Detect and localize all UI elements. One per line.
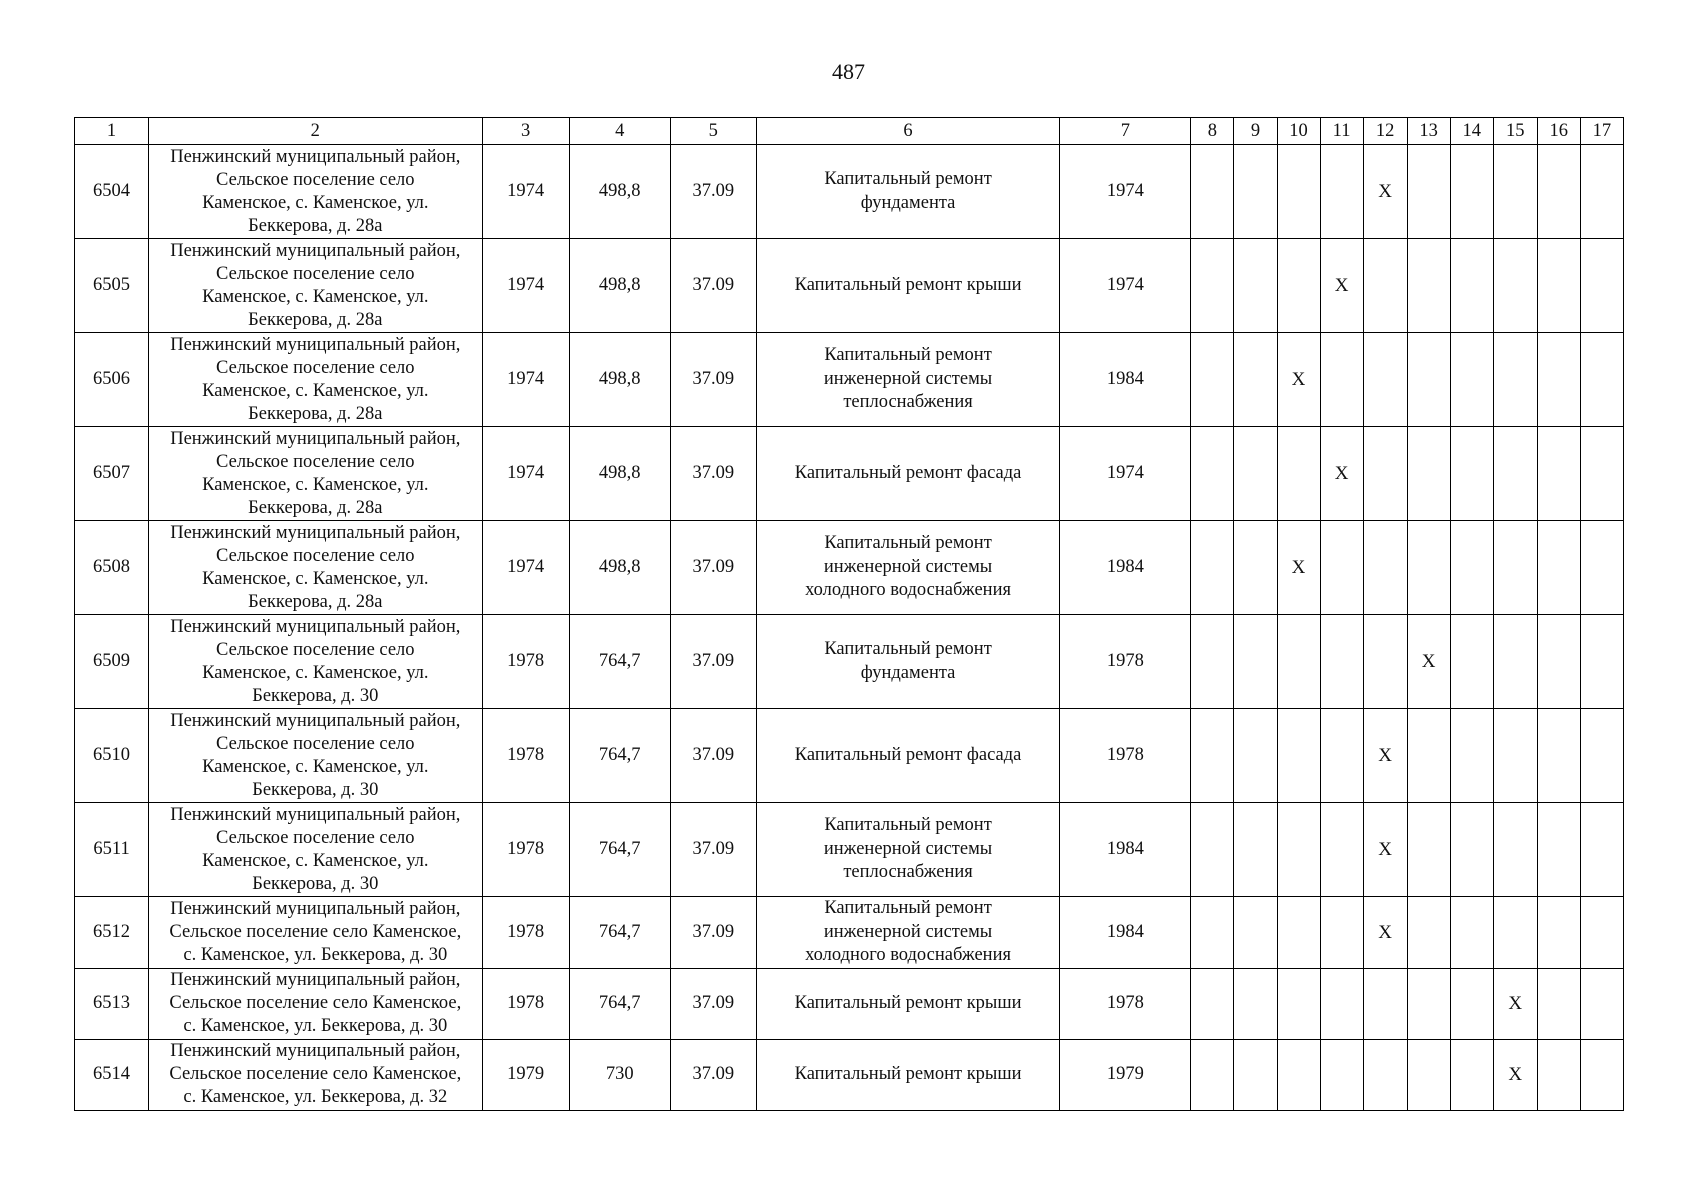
- work-type-cell: [756, 521, 1059, 615]
- empty-cell: [1277, 239, 1320, 333]
- code-cell: 37.09: [670, 521, 756, 615]
- area-cell: 764,7: [569, 897, 670, 969]
- column-header: 4: [569, 118, 670, 145]
- column-header: 14: [1450, 118, 1493, 145]
- empty-cell: [1450, 521, 1493, 615]
- year-built-cell: 1974: [482, 521, 569, 615]
- work-type-line: холодного водоснабжения: [805, 580, 1011, 601]
- year-cell: 1978: [1060, 615, 1191, 709]
- work-type-cell: [756, 803, 1059, 897]
- address-line: Беккерова, д. 28а: [248, 591, 383, 612]
- empty-cell: [1450, 333, 1493, 427]
- empty-cell: [1537, 333, 1580, 427]
- address-line: с. Каменское, ул. Беккерова, д. 30: [183, 1016, 448, 1036]
- table-row: [75, 897, 1624, 969]
- empty-cell: [1234, 239, 1277, 333]
- row-number-cell: 6507: [75, 427, 149, 521]
- area-cell: 764,7: [569, 968, 670, 1039]
- empty-cell: [1407, 333, 1450, 427]
- empty-cell: [1320, 803, 1363, 897]
- empty-cell: [1450, 239, 1493, 333]
- column-number-row: [75, 118, 1624, 145]
- empty-cell: [1580, 615, 1623, 709]
- column-header: 3: [482, 118, 569, 145]
- address-line: Пенжинский муниципальный район,: [170, 898, 461, 919]
- column-header: 8: [1191, 118, 1234, 145]
- address-cell: [149, 709, 482, 803]
- code-cell: 37.09: [670, 1039, 756, 1110]
- empty-cell: [1580, 803, 1623, 897]
- column-header: 2: [149, 118, 482, 145]
- empty-cell: [1320, 615, 1363, 709]
- year-built-cell: 1978: [482, 709, 569, 803]
- empty-cell: [1580, 897, 1623, 969]
- work-type-line: Капитальный ремонт: [824, 639, 992, 659]
- empty-cell: [1580, 1039, 1623, 1110]
- mark-cell: X: [1363, 709, 1407, 803]
- work-type-line: Капитальный ремонт: [824, 533, 992, 554]
- empty-cell: [1537, 803, 1580, 897]
- year-built-cell: 1978: [482, 968, 569, 1039]
- empty-cell: [1580, 239, 1623, 333]
- address-line: Сельское поселение село: [216, 263, 415, 284]
- table-row: [75, 427, 1624, 521]
- mark-cell: X: [1363, 145, 1407, 239]
- mark-cell: X: [1320, 239, 1363, 333]
- empty-cell: [1580, 333, 1623, 427]
- empty-cell: [1537, 1039, 1580, 1110]
- work-type-line: инженерной системы: [823, 368, 993, 389]
- column-header: 1: [75, 118, 149, 145]
- address-line: Каменское, с. Каменское, ул.: [202, 568, 429, 589]
- year-cell: 1984: [1060, 333, 1191, 427]
- empty-cell: [1580, 709, 1623, 803]
- area-cell: 498,8: [569, 145, 670, 239]
- empty-cell: [1407, 145, 1450, 239]
- year-cell: 1978: [1060, 968, 1191, 1039]
- area-cell: 498,8: [569, 239, 670, 333]
- address-line: Каменское, с. Каменское, ул.: [202, 474, 429, 495]
- work-type-line: фундамента: [860, 662, 956, 683]
- empty-cell: [1234, 803, 1277, 897]
- empty-cell: [1450, 709, 1493, 803]
- address-line: Сельское поселение село: [216, 451, 415, 472]
- code-cell: 37.09: [670, 427, 756, 521]
- address-line: с. Каменское, ул. Беккерова, д. 30: [183, 944, 448, 965]
- empty-cell: [1191, 615, 1234, 709]
- address-cell: [149, 145, 482, 239]
- work-type-line: Капитальный ремонт фасада: [794, 462, 1022, 483]
- address-line: Сельское поселение село Каменское,: [169, 993, 462, 1013]
- empty-cell: [1234, 615, 1277, 709]
- address-line: Беккерова, д. 28а: [248, 403, 383, 424]
- empty-cell: [1580, 521, 1623, 615]
- empty-cell: [1363, 521, 1407, 615]
- area-cell: 498,8: [569, 427, 670, 521]
- address-cell: [149, 239, 482, 333]
- row-number-cell: 6511: [75, 803, 149, 897]
- address-line: Беккерова, д. 30: [252, 685, 379, 706]
- empty-cell: [1407, 968, 1450, 1039]
- table-row: [75, 239, 1624, 333]
- table-row: [75, 333, 1624, 427]
- empty-cell: [1191, 333, 1234, 427]
- table-row: [75, 521, 1624, 615]
- empty-cell: [1493, 239, 1537, 333]
- empty-cell: [1537, 897, 1580, 969]
- empty-cell: [1277, 897, 1320, 969]
- empty-cell: [1234, 709, 1277, 803]
- empty-cell: [1234, 333, 1277, 427]
- address-line: Пенжинский муниципальный район,: [170, 522, 461, 543]
- empty-cell: [1537, 709, 1580, 803]
- work-type-line: инженерной системы: [823, 838, 993, 859]
- empty-cell: [1234, 427, 1277, 521]
- empty-cell: [1580, 145, 1623, 239]
- empty-cell: [1363, 427, 1407, 521]
- mark-cell: X: [1277, 333, 1320, 427]
- year-built-cell: 1978: [482, 897, 569, 969]
- work-type-line: инженерной системы: [823, 921, 993, 942]
- work-type-line: Капитальный ремонт крыши: [794, 992, 1022, 1013]
- column-header: 6: [756, 118, 1059, 145]
- empty-cell: [1320, 333, 1363, 427]
- empty-cell: [1407, 803, 1450, 897]
- empty-cell: [1407, 897, 1450, 969]
- mark-cell: X: [1407, 615, 1450, 709]
- table-row: [75, 1039, 1624, 1110]
- address-line: Каменское, с. Каменское, ул.: [202, 850, 429, 871]
- empty-cell: [1234, 1039, 1277, 1110]
- address-line: Сельское поселение село: [216, 545, 415, 566]
- address-line: Пенжинский муниципальный район,: [170, 710, 461, 731]
- code-cell: 37.09: [670, 968, 756, 1039]
- area-cell: 498,8: [569, 333, 670, 427]
- column-header: 10: [1277, 118, 1320, 145]
- empty-cell: [1537, 427, 1580, 521]
- address-line: Каменское, с. Каменское, ул.: [202, 380, 429, 401]
- work-type-line: холодного водоснабжения: [805, 945, 1011, 965]
- address-line: Беккерова, д. 28а: [248, 309, 383, 330]
- address-cell: [149, 333, 482, 427]
- year-built-cell: 1978: [482, 803, 569, 897]
- area-cell: 764,7: [569, 709, 670, 803]
- column-header: 11: [1320, 118, 1363, 145]
- empty-cell: [1191, 145, 1234, 239]
- year-built-cell: 1974: [482, 333, 569, 427]
- work-type-cell: [756, 239, 1059, 333]
- empty-cell: [1320, 521, 1363, 615]
- address-cell: [149, 897, 482, 969]
- year-cell: 1974: [1060, 427, 1191, 521]
- table-row: [75, 968, 1624, 1039]
- code-cell: 37.09: [670, 333, 756, 427]
- column-header: 5: [670, 118, 756, 145]
- work-type-cell: [756, 897, 1059, 969]
- year-cell: 1984: [1060, 897, 1191, 969]
- year-cell: 1974: [1060, 145, 1191, 239]
- year-cell: 1978: [1060, 709, 1191, 803]
- empty-cell: [1277, 968, 1320, 1039]
- empty-cell: [1363, 615, 1407, 709]
- address-line: Беккерова, д. 30: [252, 779, 379, 800]
- empty-cell: [1234, 521, 1277, 615]
- empty-cell: [1493, 897, 1537, 969]
- row-number-cell: 6513: [75, 968, 149, 1039]
- empty-cell: [1191, 803, 1234, 897]
- address-cell: [149, 615, 482, 709]
- empty-cell: [1320, 709, 1363, 803]
- year-built-cell: 1978: [482, 615, 569, 709]
- code-cell: 37.09: [670, 897, 756, 969]
- empty-cell: [1493, 427, 1537, 521]
- empty-cell: [1191, 1039, 1234, 1110]
- empty-cell: [1191, 897, 1234, 969]
- year-built-cell: 1974: [482, 427, 569, 521]
- empty-cell: [1407, 709, 1450, 803]
- column-header: 13: [1407, 118, 1450, 145]
- address-line: Каменское, с. Каменское, ул.: [202, 286, 429, 307]
- column-header: 16: [1537, 118, 1580, 145]
- column-header: 15: [1493, 118, 1537, 145]
- row-number-cell: 6510: [75, 709, 149, 803]
- empty-cell: [1580, 427, 1623, 521]
- address-line: Сельское поселение село Каменское,: [169, 1064, 462, 1084]
- empty-cell: [1277, 1039, 1320, 1110]
- empty-cell: [1277, 709, 1320, 803]
- mark-cell: X: [1493, 1039, 1537, 1110]
- row-number-cell: 6504: [75, 145, 149, 239]
- mark-cell: X: [1363, 897, 1407, 969]
- empty-cell: [1320, 1039, 1363, 1110]
- empty-cell: [1493, 521, 1537, 615]
- empty-cell: [1537, 521, 1580, 615]
- code-cell: 37.09: [670, 239, 756, 333]
- row-number-cell: 6505: [75, 239, 149, 333]
- year-built-cell: 1979: [482, 1039, 569, 1110]
- empty-cell: [1493, 333, 1537, 427]
- area-cell: 764,7: [569, 615, 670, 709]
- address-cell: [149, 968, 482, 1039]
- work-type-line: фундамента: [860, 192, 956, 213]
- work-type-line: Капитальный ремонт: [824, 169, 992, 189]
- empty-cell: [1537, 968, 1580, 1039]
- address-line: Сельское поселение село Каменское,: [169, 921, 462, 942]
- code-cell: 37.09: [670, 709, 756, 803]
- address-line: Пенжинский муниципальный район,: [170, 334, 461, 355]
- address-line: Пенжинский муниципальный район,: [170, 616, 461, 637]
- table-row: [75, 145, 1624, 239]
- year-built-cell: 1974: [482, 145, 569, 239]
- address-line: Сельское поселение село: [216, 733, 415, 754]
- empty-cell: [1363, 1039, 1407, 1110]
- work-type-cell: [756, 709, 1059, 803]
- work-type-line: Капитальный ремонт крыши: [794, 1063, 1022, 1084]
- column-header: 12: [1363, 118, 1407, 145]
- empty-cell: [1191, 239, 1234, 333]
- year-cell: 1984: [1060, 521, 1191, 615]
- area-cell: 730: [569, 1039, 670, 1110]
- address-line: Сельское поселение село: [216, 827, 415, 848]
- address-line: Каменское, с. Каменское, ул.: [202, 662, 429, 683]
- work-type-line: Капитальный ремонт: [824, 815, 992, 836]
- repair-schedule-table: [74, 117, 1624, 1111]
- empty-cell: [1493, 615, 1537, 709]
- work-type-line: теплоснабжения: [843, 392, 973, 413]
- row-number-cell: 6514: [75, 1039, 149, 1110]
- column-header: 7: [1060, 118, 1191, 145]
- empty-cell: [1363, 968, 1407, 1039]
- address-line: Пенжинский муниципальный район,: [170, 970, 461, 990]
- address-line: Сельское поселение село: [216, 639, 415, 660]
- address-line: Пенжинский муниципальный район,: [170, 428, 461, 449]
- mark-cell: X: [1493, 968, 1537, 1039]
- address-line: Беккерова, д. 28а: [248, 497, 383, 518]
- empty-cell: [1493, 709, 1537, 803]
- work-type-line: инженерной системы: [823, 556, 993, 577]
- year-cell: 1979: [1060, 1039, 1191, 1110]
- work-type-line: Капитальный ремонт фасада: [794, 744, 1022, 765]
- mark-cell: X: [1320, 427, 1363, 521]
- area-cell: 498,8: [569, 521, 670, 615]
- empty-cell: [1450, 145, 1493, 239]
- area-cell: 764,7: [569, 803, 670, 897]
- empty-cell: [1191, 521, 1234, 615]
- address-cell: [149, 521, 482, 615]
- empty-cell: [1493, 803, 1537, 897]
- empty-cell: [1450, 803, 1493, 897]
- address-line: Сельское поселение село: [216, 169, 415, 190]
- year-built-cell: 1974: [482, 239, 569, 333]
- empty-cell: [1191, 427, 1234, 521]
- address-line: Беккерова, д. 30: [252, 873, 379, 894]
- empty-cell: [1277, 145, 1320, 239]
- address-line: Пенжинский муниципальный район,: [170, 1041, 461, 1061]
- empty-cell: [1450, 427, 1493, 521]
- address-line: Каменское, с. Каменское, ул.: [202, 756, 429, 777]
- table-body: [75, 145, 1624, 1111]
- empty-cell: [1320, 968, 1363, 1039]
- address-line: Пенжинский муниципальный район,: [170, 240, 461, 261]
- empty-cell: [1234, 897, 1277, 969]
- work-type-cell: [756, 333, 1059, 427]
- empty-cell: [1580, 968, 1623, 1039]
- empty-cell: [1277, 615, 1320, 709]
- row-number-cell: 6508: [75, 521, 149, 615]
- empty-cell: [1320, 145, 1363, 239]
- work-type-line: Капитальный ремонт: [824, 345, 992, 366]
- column-header: 9: [1234, 118, 1277, 145]
- empty-cell: [1407, 521, 1450, 615]
- table-row: [75, 803, 1624, 897]
- code-cell: 37.09: [670, 803, 756, 897]
- address-line: Беккерова, д. 28а: [248, 215, 383, 236]
- empty-cell: [1450, 897, 1493, 969]
- empty-cell: [1450, 968, 1493, 1039]
- address-line: Пенжинский муниципальный район,: [170, 146, 461, 167]
- address-line: Сельское поселение село: [216, 357, 415, 378]
- address-cell: [149, 427, 482, 521]
- empty-cell: [1493, 145, 1537, 239]
- empty-cell: [1363, 333, 1407, 427]
- work-type-cell: [756, 145, 1059, 239]
- work-type-cell: [756, 968, 1059, 1039]
- address-line: с. Каменское, ул. Беккерова, д. 32: [183, 1087, 448, 1107]
- empty-cell: [1234, 968, 1277, 1039]
- work-type-cell: [756, 615, 1059, 709]
- work-type-line: Капитальный ремонт крыши: [794, 274, 1022, 295]
- empty-cell: [1277, 803, 1320, 897]
- work-type-cell: [756, 427, 1059, 521]
- code-cell: 37.09: [670, 145, 756, 239]
- empty-cell: [1407, 427, 1450, 521]
- empty-cell: [1234, 145, 1277, 239]
- empty-cell: [1537, 239, 1580, 333]
- mark-cell: X: [1277, 521, 1320, 615]
- row-number-cell: 6509: [75, 615, 149, 709]
- row-number-cell: 6506: [75, 333, 149, 427]
- work-type-cell: [756, 1039, 1059, 1110]
- address-cell: [149, 1039, 482, 1110]
- address-line: Каменское, с. Каменское, ул.: [202, 192, 429, 213]
- empty-cell: [1277, 427, 1320, 521]
- empty-cell: [1537, 615, 1580, 709]
- row-number-cell: 6512: [75, 897, 149, 969]
- empty-cell: [1363, 239, 1407, 333]
- code-cell: 37.09: [670, 615, 756, 709]
- mark-cell: X: [1363, 803, 1407, 897]
- address-cell: [149, 803, 482, 897]
- empty-cell: [1450, 615, 1493, 709]
- table-row: [75, 709, 1624, 803]
- empty-cell: [1191, 968, 1234, 1039]
- table-row: [75, 615, 1624, 709]
- empty-cell: [1191, 709, 1234, 803]
- empty-cell: [1407, 1039, 1450, 1110]
- empty-cell: [1537, 145, 1580, 239]
- page-number: 487: [832, 59, 865, 84]
- empty-cell: [1320, 897, 1363, 969]
- address-line: Пенжинский муниципальный район,: [170, 804, 461, 825]
- work-type-line: Капитальный ремонт: [824, 898, 992, 918]
- empty-cell: [1407, 239, 1450, 333]
- column-header: 17: [1580, 118, 1623, 145]
- year-cell: 1984: [1060, 803, 1191, 897]
- empty-cell: [1450, 1039, 1493, 1110]
- year-cell: 1974: [1060, 239, 1191, 333]
- work-type-line: теплоснабжения: [843, 862, 973, 883]
